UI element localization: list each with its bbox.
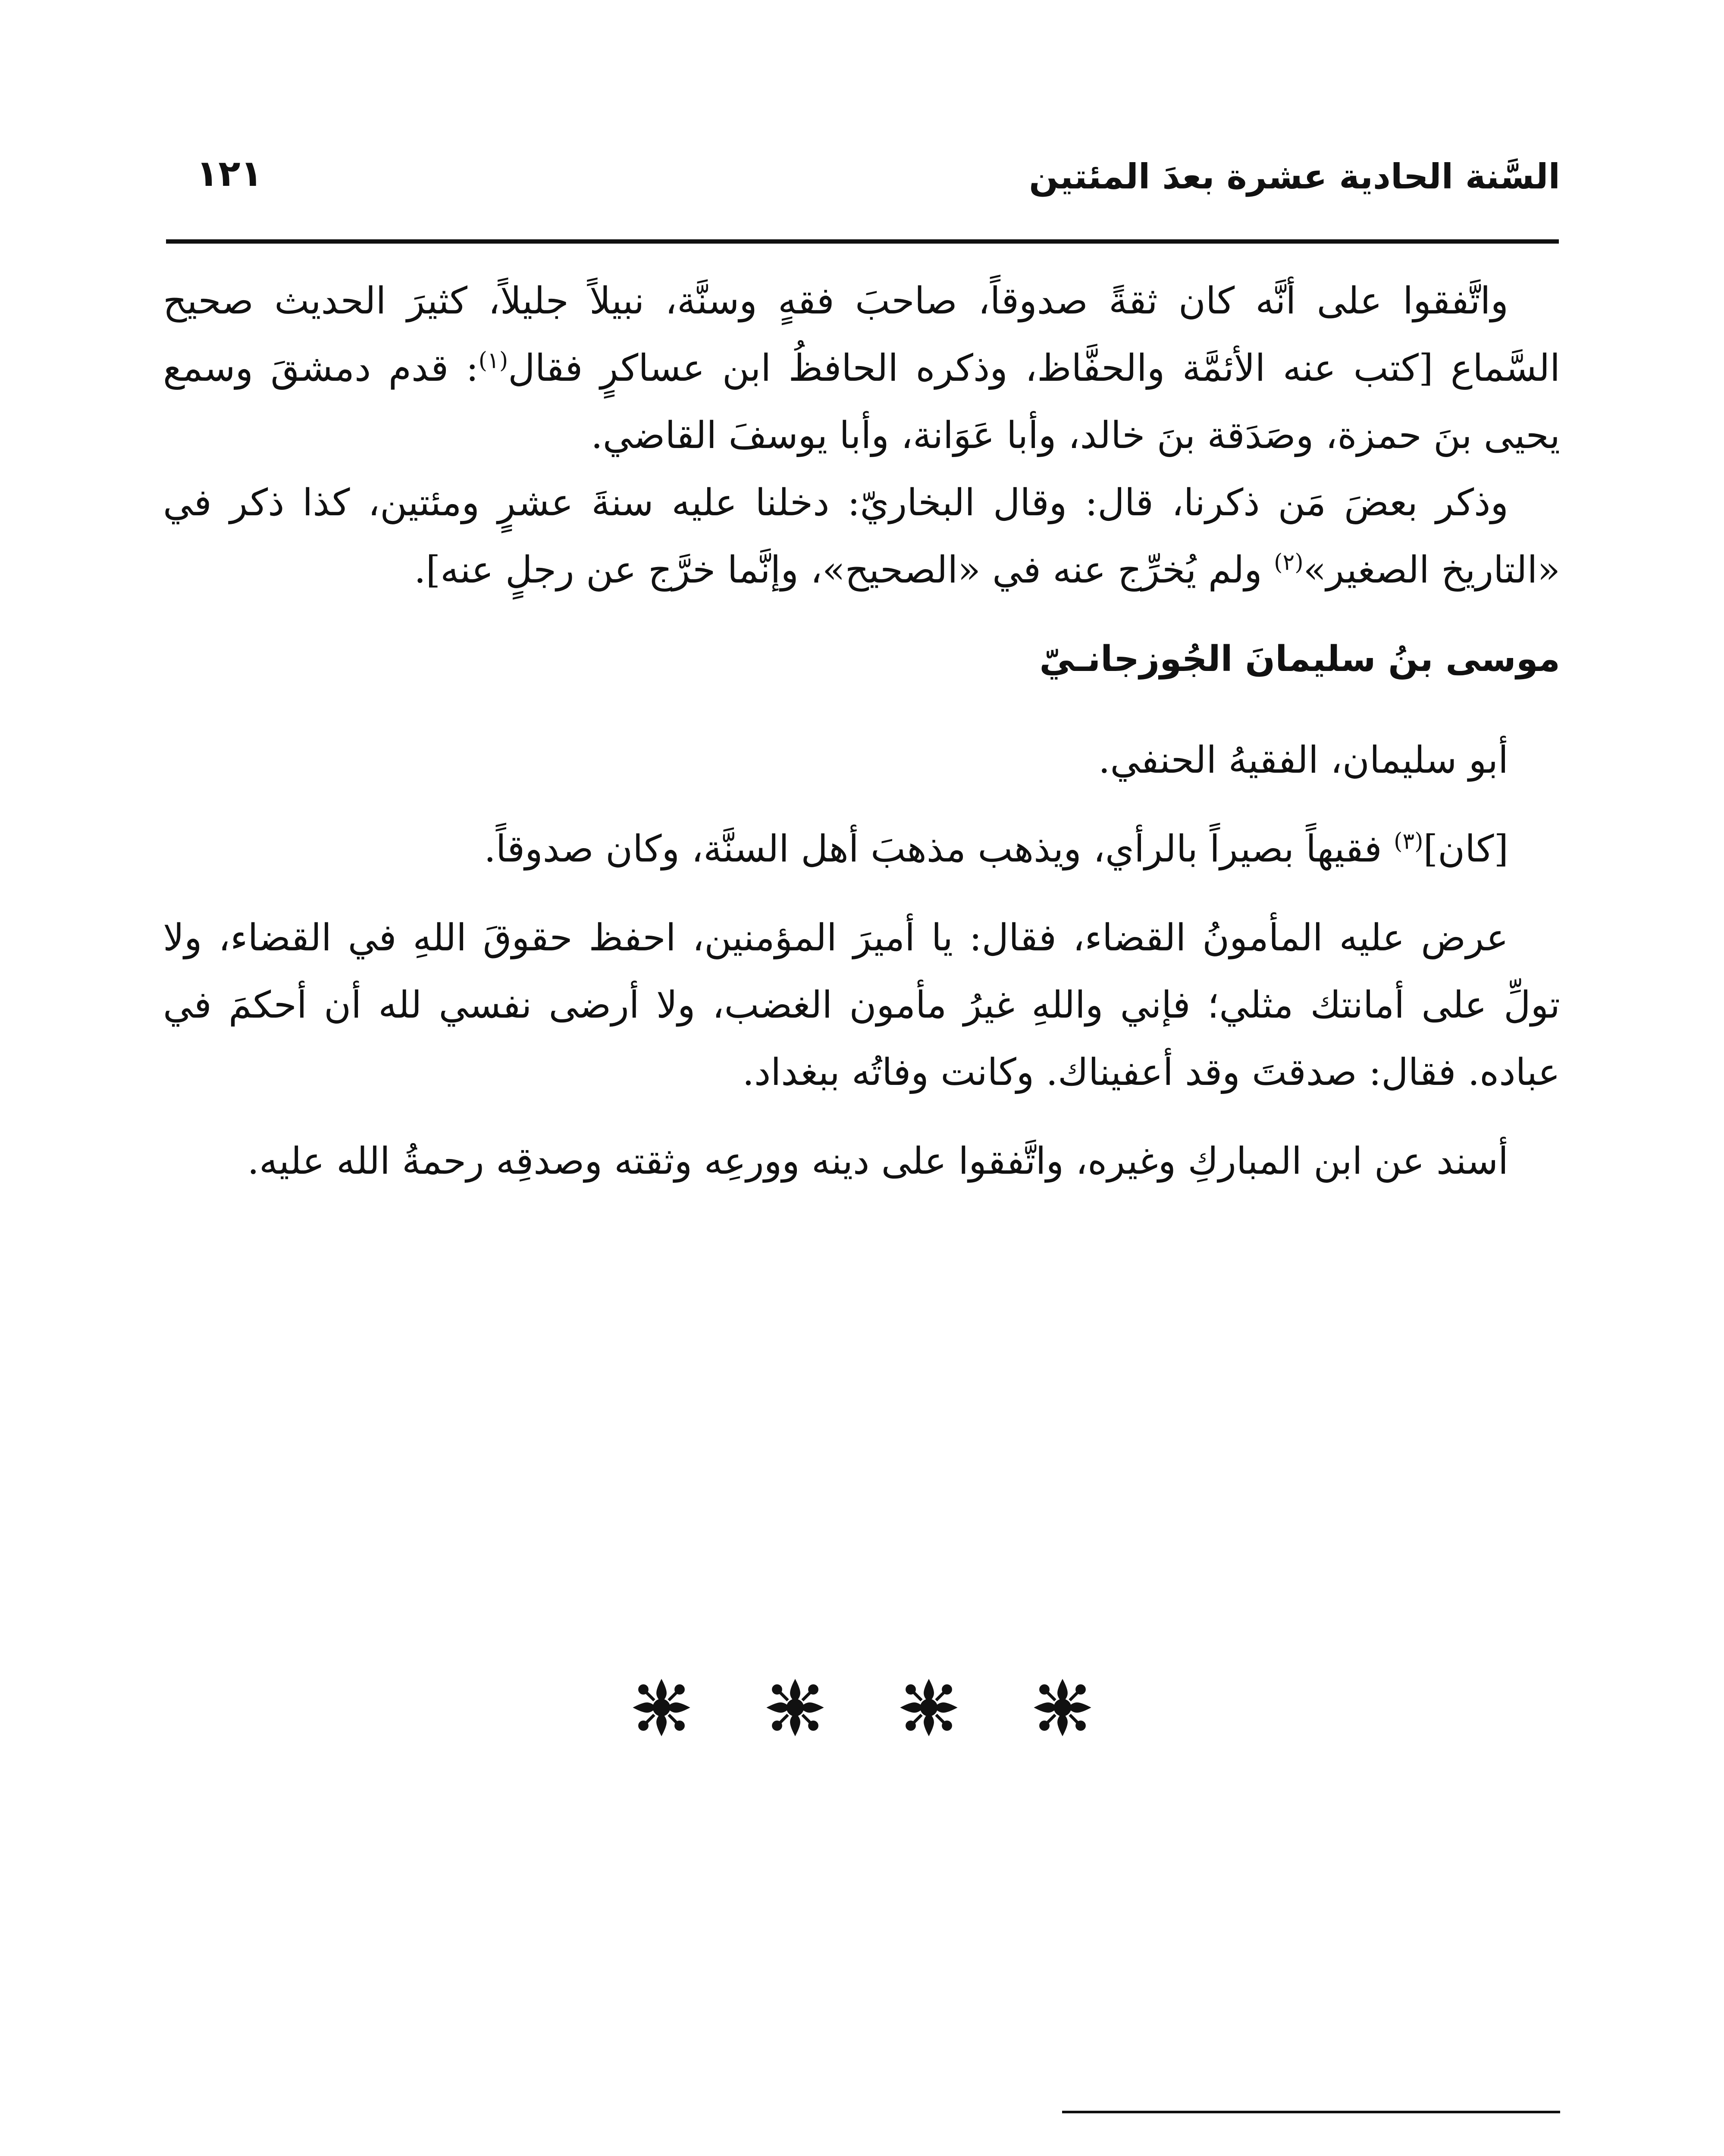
paragraph-5: عرض عليه المأمونُ القضاء، فقال: يا أميرَ المؤمنين، احفظ حقوقَ اللهِ في القضاء، ولا تولِّ على أمانتك مثلي؛ فإني واللهِ غيرُ مأمون الغضب، ولا أرضى نفسي لله أن أحكمَ في عباده. فقال: صدقتَ وقد أعفيناك. وكانت وفاتُه ببغداد. <box>163 916 1560 1094</box>
paragraph-6: أسند عن ابن المباركِ وغيره، واتَّفقوا على دينه وورعِه وثقته وصدقِه رحمةُ الله عليه. <box>247 1140 1508 1183</box>
footnote-ref-3: (٣) <box>1394 828 1423 855</box>
flower-ornament-icon <box>1032 1677 1093 1738</box>
paragraph-3: أبو سليمان، الفقيهُ الحنفي. <box>1098 739 1508 782</box>
footnote-rule <box>1062 2111 1560 2113</box>
footnote-1 <box>163 2150 1560 2156</box>
paragraph-1: واتَّفقوا على أنَّه كان ثقةً صدوقاً، صاحبَ فقهٍ وسنَّة، نبيلاً جليلاً، كثيرَ الحديث صحيح السَّماع [كتب عنه الأئمَّة والحفَّاظ، وذكره الحافظُ ابن عساكرٍ فقال$^{(١)}$: قدم دمشقَ وسمع يحيى بنَ حمزة، وصَدَقة بنَ خالد، وأبا عَوَانة، وأبا يوسفَ القاضي. <box>163 279 1560 457</box>
footnote-ref-2: (٢) <box>1274 549 1304 576</box>
ornament-row <box>0 1677 1724 1738</box>
paragraph-2: وذكر بعضَ مَن ذكرنا، قال: وقال البخاريّ: دخلنا عليه سنةَ عشرٍ ومئتين، كذا ذكر في «التاريخ الصغير»$^{(٢)}$ ولم يُخرِّج عنه في «الصحيح»، وإنَّما خرَّج عن رجلٍ عنه]. <box>163 481 1560 592</box>
flower-ornament-icon <box>631 1677 692 1738</box>
footnote-ref-1: (١) <box>478 348 508 374</box>
main-text <box>163 267 1560 1195</box>
paragraph-4: [كان]$^{(٣)}$ فقيهاً بصيراً بالرأي، ويذهب مذهبَ أهل السنَّة، وكان صدوقاً. <box>484 827 1508 871</box>
section-title: موسى بنُ سليمانَ الجُوزجانـيّ <box>1039 639 1560 680</box>
flower-ornament-icon <box>765 1677 825 1738</box>
header-rule <box>166 239 1559 244</box>
running-head: السَّنة الحادية عشرة بعدَ المئتين <box>1029 157 1560 197</box>
footnotes <box>163 2150 1560 2156</box>
page-number: ١٢١ <box>196 152 263 194</box>
flower-ornament-icon <box>899 1677 959 1738</box>
